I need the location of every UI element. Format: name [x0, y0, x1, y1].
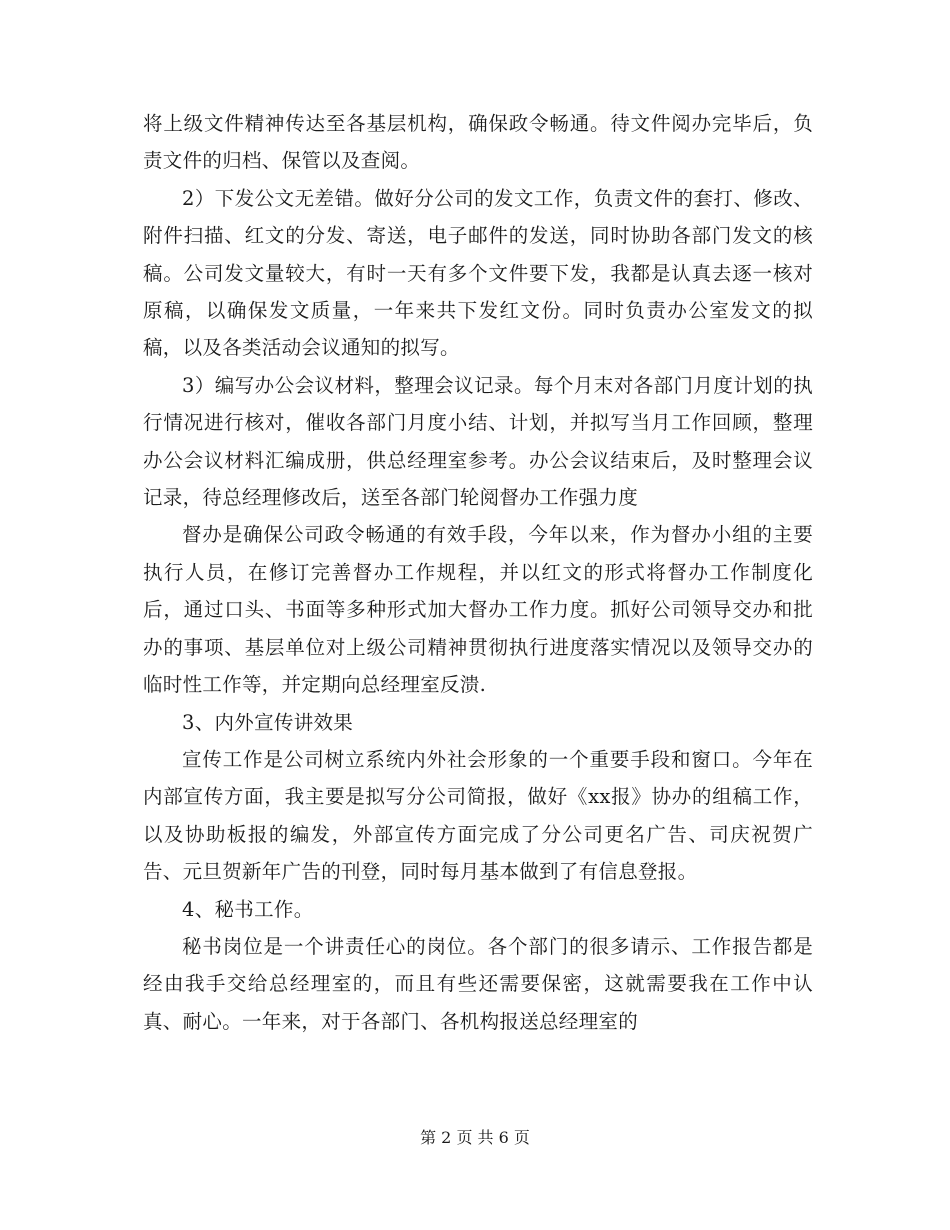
paragraph-1: 将上级文件精神传达至各基层机构，确保政令畅通。待文件阅办完毕后，负责文件的归档、保管以及查阅。: [143, 112, 813, 173]
document-body: [143, 105, 813, 1040]
paragraph-2: 2）下发公文无差错。做好分公司的发文工作，负责文件的套打、修改、附件扫描、红文的分发、寄送，电子邮件的发送，同时协助各部门发文的核稿。公司发文量较大，有时一天有多个文件要下发，我都是认真去逐一核对原稿，以确保发文质量，一年来共下发红文份。同时负责办公室发文的拟稿，以及各类活动会议通知的拟写。: [143, 186, 813, 360]
page-number-label: 第 2 页 共 6 页: [420, 1128, 530, 1147]
paragraph-6: 宣传工作是公司树立系统内外社会形象的一个重要手段和窗口。今年在内部宣传方面，我主要是拟写分公司简报，做好《xx报》协办的组稿工作，以及协助板报的编发，外部宣传方面完成了分公司更名广告、司庆祝贺广告、元旦贺新年广告的刊登，同时每月基本做到了有信息登报。: [143, 747, 813, 884]
section-heading-publicity: 3、内外宣传讲效果: [182, 710, 354, 734]
paragraph-3: 3）编写办公会议材料，整理会议记录。每个月末对各部门月度计划的执行情况进行核对，催收各部门月度小结、计划，并拟写当月工作回顾，整理办公会议材料汇编成册，供总经理室参考。办公会议结束后，及时整理会议记录，待总经理修改后，送至各部门轮阅督办工作强力度: [143, 373, 813, 510]
paragraph-4: 督办是确保公司政令畅通的有效手段，今年以来，作为督办小组的主要执行人员，在修订完善督办工作规程，并以红文的形式将督办工作制度化后，通过口头、书面等多种形式加大督办工作力度。抓好公司领导交办和批办的事项、基层单位对上级公司精神贯彻执行进度落实情况以及领导交办的临时性工作等，并定期向总经理室反溃.: [143, 523, 813, 697]
paragraph-8: 秘书岗位是一个讲责任心的岗位。各个部门的很多请示、工作报告都是经由我手交给总经理室的，而且有些还需要保密，这就需要我在工作中认真、耐心。一年来，对于各部门、各机构报送总经理室的: [143, 934, 813, 1033]
section-heading-secretary: 4、秘书工作。: [182, 897, 314, 921]
page-footer: [0, 1128, 950, 1148]
